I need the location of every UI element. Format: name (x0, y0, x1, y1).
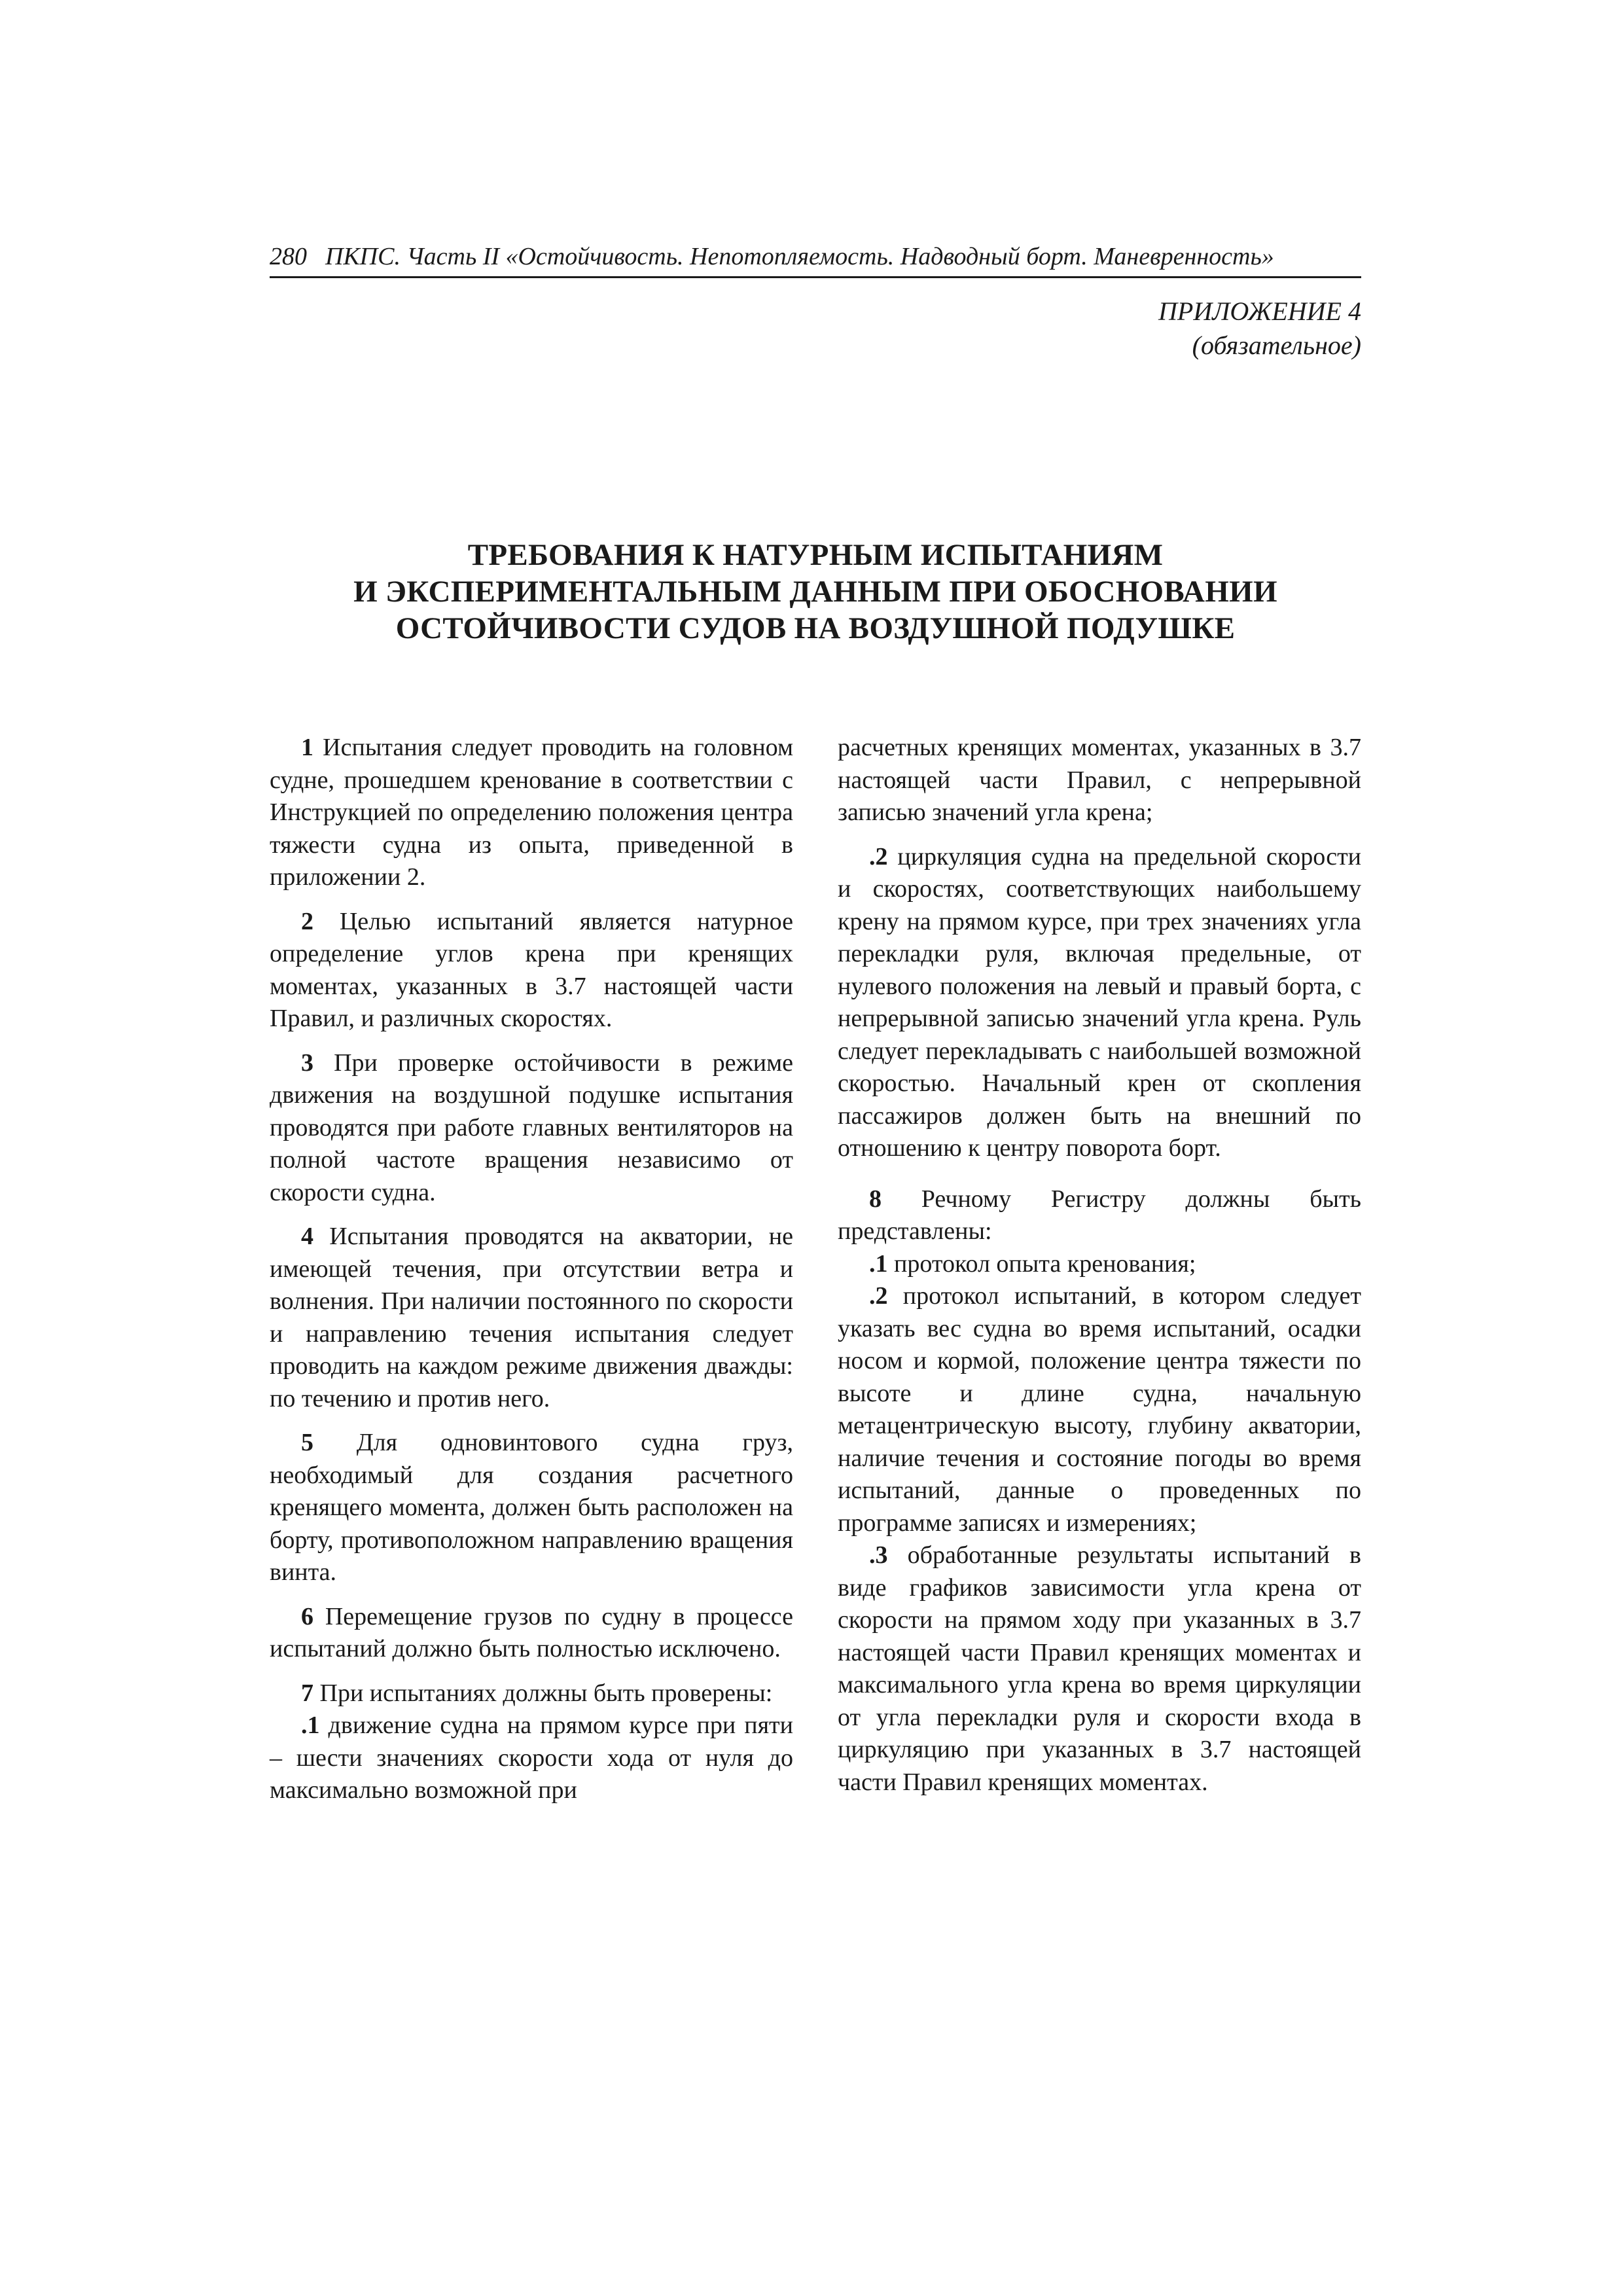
paragraph-number: 1 (301, 734, 313, 761)
paragraph-text: Для одновинтового судна груз, необходимый для создания расчетного кренящего момента, должен быть расположен на борту, противоположном направлению вращения винта. (270, 1429, 793, 1586)
paragraph-text: При проверке остойчивости в режиме движения на воздушной подушке испытания проводятся при работе главных вентиляторов на полной частоте вращения независимо от скорости судна. (270, 1049, 793, 1206)
paragraph-number: 8 (869, 1185, 882, 1213)
paragraph-text: Целью испытаний является натурное определение углов крена при кренящих моментах, указанных в 3.7 настоящей части Правил, и различных скоростях. (270, 907, 793, 1032)
paragraph-8-1 (838, 1248, 1361, 1281)
paragraph-text: движение судна на прямом курсе при пяти – шести значениях скорости хода от нуля до максимально возможной при (270, 1712, 794, 1804)
document-title (270, 537, 1361, 647)
paragraph-number: 4 (301, 1223, 313, 1250)
appendix-label: ПРИЛОЖЕНИЕ 4 (1158, 296, 1361, 326)
title-line-2: И ЭКСПЕРИМЕНТАЛЬНЫМ ДАННЫМ ПРИ ОБОСНОВАНИИ (353, 575, 1277, 609)
paragraph-8-2 (838, 1280, 1361, 1539)
paragraph-text: циркуляция судна на предельной скорости и скоростях, соответствующих наибольшему крену на прямом курсе, при трех значениях угла перекладки руля, включая предельные, от нулевого положения на левый и правый борта, с непрерывной записью значений угла крена. Руль следует перекладывать с наибольшей возможной скоростью. Начальный крен от скопления пассажиров должен быть на внешний по отношению к центру поворота борт. (838, 842, 1362, 1162)
paragraph-number: .3 (869, 1541, 888, 1569)
paragraph-text: расчетных кренящих моментах, указанных в 3.7 настоящей части Правил, с непрерывной записью значений угла крена; (838, 734, 1361, 826)
paragraph-text: протокол опыта кренования; (894, 1249, 1196, 1278)
paragraph-4 (270, 1221, 793, 1415)
paragraph-1 (270, 732, 793, 894)
paragraph-7-1 (270, 1710, 793, 1807)
running-header (270, 237, 1361, 278)
right-column (838, 732, 1361, 1810)
paragraph-number: 2 (301, 907, 313, 935)
paragraph-6 (270, 1601, 793, 1666)
paragraph-number: .1 (301, 1712, 320, 1739)
paragraph-text: Речному Регистру должны быть представлены: (838, 1185, 1362, 1245)
paragraph-8 (838, 1183, 1361, 1248)
paragraph-text: обработанные результаты испытаний в виде графиков зависимости угла крена от скорости на прямом ходу при указанных в 3.7 настоящей части Правил кренящих моментах и максимального угла крена во время циркуляции от угла перекладки руля и скорости входа в циркуляцию при указанных в 3.7 настоящей части Правил кренящих моментах. (838, 1541, 1361, 1796)
paragraph-text: Испытания следует проводить на головном судне, прошедшем кренование в соответствии с Инструкцией по определению положения центра тяжести судна из опыта, приведенной в приложении 2. (270, 734, 794, 891)
paragraph-text: Испытания проводятся на акватории, не имеющей течения, при отсутствии ветра и волнения. При наличии постоянного по скорости и направлению течения испытания следует проводить на каждом режиме движения дважды: по течению и против него. (270, 1223, 793, 1412)
paragraph-2 (270, 906, 793, 1035)
title-line-1: ТРЕБОВАНИЯ К НАТУРНЫМ ИСПЫТАНИЯМ (467, 538, 1164, 572)
paragraph-7-2 (838, 841, 1361, 1165)
paragraph-text: протокол испытаний, в котором следует указать вес судна во время испытаний, осадки носом и кормой, положение центра тяжести по высоте и длине судна, начальную метацентрическую высоту, глубину акватории, наличие течения и состояние погоды во время испытаний, данные о проведенных по программе записях и измерениях; (838, 1282, 1361, 1537)
title-line-3: ОСТОЙЧИВОСТИ СУДОВ НА ВОЗДУШНОЙ ПОДУШКЕ (395, 611, 1236, 645)
page-number: 280 (270, 243, 307, 270)
paragraph-number: .2 (869, 1282, 888, 1310)
paragraph-text: Перемещение грузов по судну в процессе испытаний должно быть полностью исключено. (270, 1602, 793, 1662)
paragraph-7 (270, 1677, 793, 1710)
paragraph-number: .2 (869, 842, 888, 870)
running-title: ПКПС. Часть II «Остойчивость. Непотопляемость. Надводный борт. Маневренность» (325, 243, 1274, 270)
appendix-label-block (1158, 295, 1361, 363)
paragraph-5 (270, 1427, 793, 1589)
paragraph-number: 3 (301, 1049, 313, 1077)
appendix-status: (обязательное) (1192, 331, 1361, 360)
paragraph-7-1-continued (838, 732, 1361, 829)
paragraph-8-3 (838, 1539, 1361, 1799)
paragraph-number: 5 (301, 1429, 313, 1456)
paragraph-number: 6 (301, 1602, 313, 1630)
paragraph-text: При испытаниях должны быть проверены: (319, 1679, 773, 1707)
left-column (270, 732, 793, 1819)
paragraph-3 (270, 1047, 793, 1210)
paragraph-number: 7 (301, 1679, 313, 1707)
paragraph-number: .1 (869, 1249, 888, 1278)
